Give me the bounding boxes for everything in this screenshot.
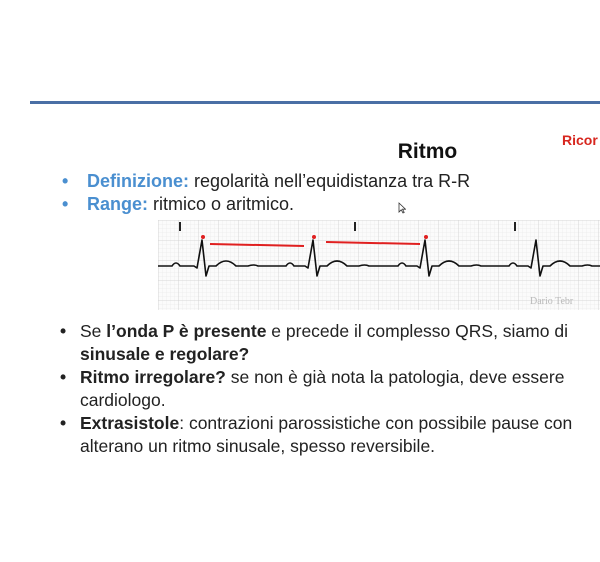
bullet-text: regolarità nell’equidistanza tra R-R [189,171,471,191]
corner-tag: Ricor [562,132,598,148]
mouse-cursor-icon [398,202,406,214]
bullet-definizione [62,170,470,193]
bullet-key: Range: [87,194,149,214]
note-text: cardiologo. [80,390,166,410]
note-text: Se [80,321,107,341]
note-bold: Extrasistole [80,413,180,433]
slide-title: Ritmo [397,140,458,163]
note-text: alterano un ritmo sinusale, spesso reversibile. [80,436,436,456]
note-text: : contrazioni parossistiche con possibile pause con [179,413,573,433]
note-bold: sinusale e regolare? [80,344,250,364]
bullet-range [62,193,470,216]
bullet-text: ritmico o aritmico. [148,194,295,214]
note-text: se non è già nota la patologia, deve essere [225,367,565,387]
note-ritmo-irregolare [58,366,600,412]
ecg-watermark: Dario Tebr [530,296,574,307]
note-text: e precede il complesso QRS, siamo di [266,321,568,341]
bullet-key: Definizione: [87,171,189,191]
note-extrasistole [58,412,600,458]
ecg-strip [158,220,600,310]
note-bold: Ritmo irregolare? [80,367,226,387]
note-onda-p [58,320,600,366]
notes-list [58,320,600,458]
definition-list [62,170,470,216]
title-divider [30,101,600,104]
note-bold: l’onda P è presente [106,321,267,341]
